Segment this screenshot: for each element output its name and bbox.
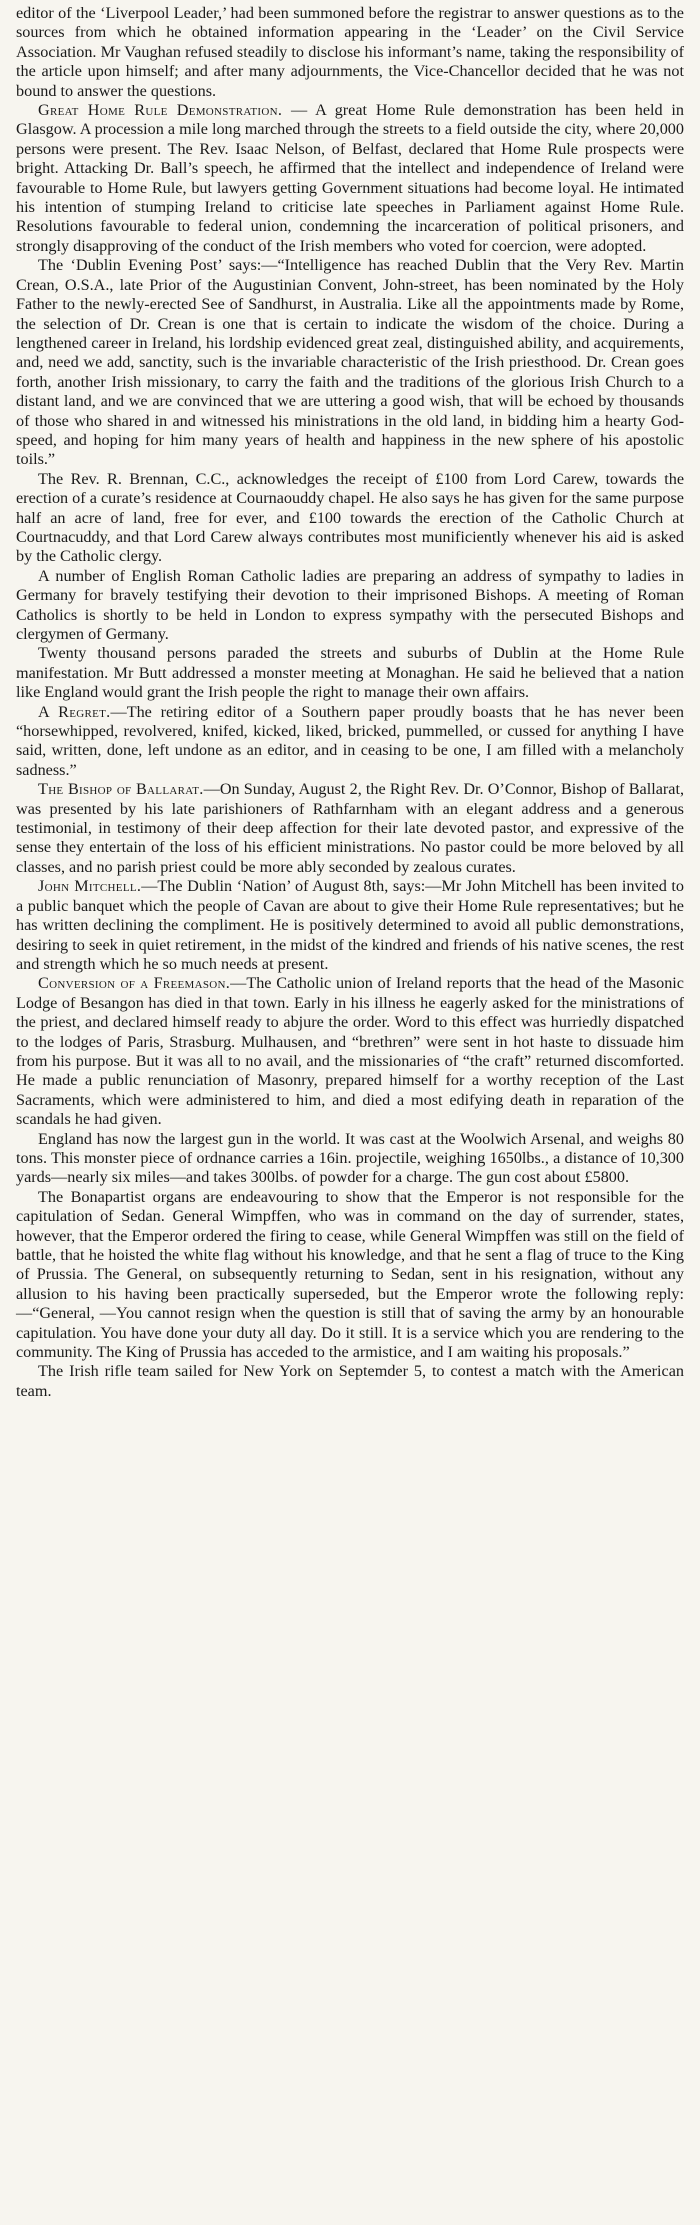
paragraph-twenty-thousand xyxy=(16,644,684,702)
paragraph-text: A number of English Roman Catholic ladies are preparing an address of sympathy to ladies in Germany for bravely testifying their devotion to their imprisoned Bishops. A meeting of Roman Catholics is shortly to be held in London to express sympathy with the persecuted Bishops and clergymen of Germany. xyxy=(16,566,684,643)
paragraph-a-regret xyxy=(16,703,684,781)
paragraph-text: —The Catholic union of Ireland reports that the head of the Masonic Lodge of Besangon has died in that town. Early in his illness he eagerly asked for the ministrations of the priest, and declared himself ready to abjure the order. Word to this effect was hurriedly dispatched to the lodges of Paris, Strasburg. Mulhausen, and “brethren” were sent in hot haste to dissuade him from his purpose. But it was all to no avail, and the missionaries of “the craft” returned discomforted. He made a public renunciation of Masonry, prepared himself for a worthy reception of the Last Sacraments, which were administered to him, and died a most edifying death in reparation of the scandals he had given. xyxy=(16,974,684,1129)
paragraph-catholic-ladies xyxy=(16,567,684,645)
paragraph-home-rule-demonstration xyxy=(16,101,684,256)
paragraph-rev-brennan xyxy=(16,470,684,567)
paragraph-text: —The Dublin ‘Nation’ of August 8th, says:—Mr John Mitchell has been invited to a public banquet which the people of Cavan are about to give their Home Rule representatives; but he has written declining the compliment. He is positively determined to avoid all public demonstrations, desiring to seek in quiet retirement, in the midst of the kindred and friends of his native scenes, the rest and strength which he so much needs at present. xyxy=(16,877,684,973)
section-heading: John Mitchell. xyxy=(38,877,142,896)
paragraph-text: — A great Home Rule demonstration has been held in Glasgow. A procession a mile long marched through the streets to a field outside the city, where 20,000 persons were present. The Rev. Isaac Nelson, of Belfast, declared that Home Rule prospects were bright. Attacking Dr. Ball’s speech, he affirmed that the intellect and independence of Ireland were favourable to Home Rule, but lawyers getting Government situations had become loyal. He intimated his intention of stumping Ireland to criticise late speeches in Parliament against Home Rule. Resolutions favourable to federal union, condemning the incarceration of political prisoners, and strongly disapproving of the conduct of the Irish members who voted for coercion, were adopted. xyxy=(16,101,684,255)
paragraph-text: Twenty thousand persons paraded the streets and suburbs of Dublin at the Home Rule manifestation. Mr Butt addressed a monster meeting at Monaghan. He said he believed that a nation like England would grant the Irish people the right to manage their own affairs. xyxy=(16,644,684,702)
paragraph-text: The Irish rifle team sailed for New York on Septemder 5, to contest a match with the American team. xyxy=(16,1362,684,1400)
paragraph-john-mitchell xyxy=(16,877,684,974)
paragraph-bonapartist-organs xyxy=(16,1188,684,1363)
paragraph-largest-gun xyxy=(16,1130,684,1188)
paragraph-text: editor of the ‘Liverpool Leader,’ had been summoned before the registrar to answer questions as to the sources from which he obtained information appearing in the ‘Leader’ on the Civil Service Association. Mr Vaughan refused steadily to disclose his informant’s name, taking the responsibility of the article upon himself; and after many adjournments, the Vice-Chancellor decided that he was not bound to answer the questions. xyxy=(16,4,684,100)
paragraph-liverpool-leader xyxy=(16,4,684,101)
section-heading: Great Home Rule Demonstration. xyxy=(38,101,283,120)
paragraph-conversion-freemason xyxy=(16,974,684,1129)
paragraph-irish-rifle-team xyxy=(16,1362,684,1401)
paragraph-text: The Bonapartist organs are endeavouring to show that the Emperor is not responsible for the capitulation of Sedan. General Wimpffen, who was in command on the day of surrender, states, however, that the Emperor ordered the firing to cease, while General Wimpffen was still on the field of battle, that he hoisted the white flag without his knowledge, and that he sent a flag of truce to the King of Prussia. The General, on subsequently returning to Sedan, sent in his resignation, without any allusion to his having been practically superseded, but the Emperor wrote the following reply:—“General, —You cannot resign when the question is still that of saving the army by an honourable capitulation. You have done your duty all day. Do it still. It is a service which you are rendering to the community. The King of Prussia has acceded to the armistice, and I am waiting his proposals.” xyxy=(16,1187,684,1362)
section-heading: Conversion of a Freemason. xyxy=(38,974,231,993)
section-heading: A Regret. xyxy=(38,702,111,721)
paragraph-text: The ‘Dublin Evening Post’ says:—“Intelligence has reached Dublin that the Very Rev. Martin Crean, O.S.A., late Prior of the Augustinian Convent, John-street, has been nominated by the Holy Father to the newly-erected See of Sandhurst, in Australia. Like all the appointments made by Rome, the selection of Dr. Crean is one that is certain to indicate the wisdom of the choice. During a lengthened career in Ireland, his lordship evidenced great zeal, distinguished ability, and acquirements, and, need we add, sanctity, such is the invariable characteristic of the Irish priesthood. Dr. Crean goes forth, another Irish missionary, to carry the faith and the traditions of the glorious Irish Church to a distant land, and we are convinced that we are uttering a good wish, that will be echoed by thousands of those who shared in and witnessed his ministrations in the old land, in bidding him a hearty God-speed, and hoping for him many years of health and happiness in the new sphere of his apostolic toils.” xyxy=(16,256,684,469)
section-heading: The Bishop of Ballarat. xyxy=(38,780,204,799)
paragraph-dublin-evening-post xyxy=(16,256,684,469)
paragraph-text: —The retiring editor of a Southern paper proudly boasts that he has never been “horsewhipped, revolvered, knifed, kicked, liked, bricked, pummelled, or cussed for anything I have said, written, done, left undone as an editor, and in ceasing to be one, I am filled with a melancholy sadness.” xyxy=(16,702,684,779)
paragraph-bishop-of-ballarat xyxy=(16,780,684,877)
paragraph-text: England has now the largest gun in the world. It was cast at the Woolwich Arsenal, and weighs 80 tons. This monster piece of ordnance carries a 16in. projectile, weighing 1650lbs., a distance of 10,300 yards—nearly six miles—and takes 300lbs. of powder for a charge. The gun cost about £5800. xyxy=(16,1129,684,1187)
paragraph-text: —On Sunday, August 2, the Right Rev. Dr. O’Connor, Bishop of Ballarat, was presented by his late parishioners of Rathfarnham with an elegant address and a generous testimonial, in testimony of their deep affection for their late devoted pastor, and expressive of the sense they entertain of the loss of his efficient ministrations. No pastor could be more beloved by all classes, and no parish priest could be more ably seconded by zealous curates. xyxy=(16,780,684,876)
paragraph-text: The Rev. R. Brennan, C.C., acknowledges the receipt of £100 from Lord Carew, towards the erection of a curate’s residence at Cournaouddy chapel. He also says he has given for the same purpose half an acre of land, free for ever, and £100 towards the erection of the Catholic Church at Courtnacuddy, and that Lord Carew always contributes most munificiently whenever his aid is asked by the Catholic clergy. xyxy=(16,469,684,566)
